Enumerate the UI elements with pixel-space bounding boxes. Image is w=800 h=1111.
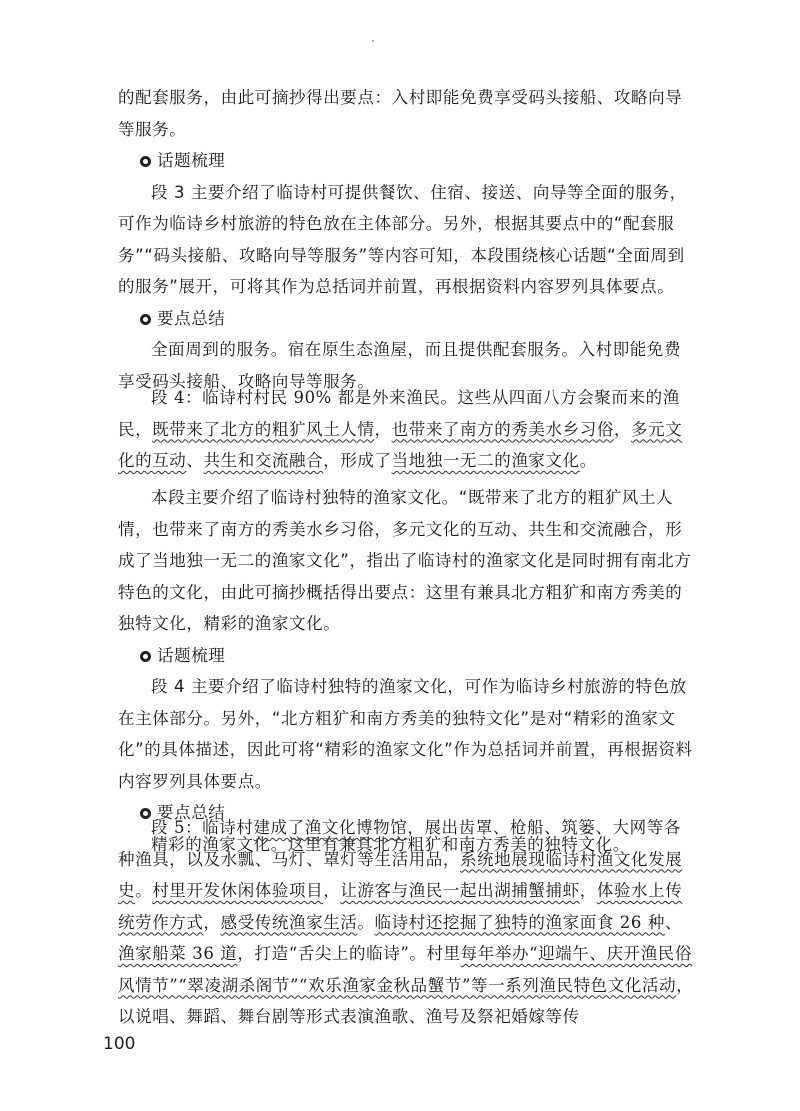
heading-summary: 要点总结 bbox=[118, 303, 698, 335]
paragraph-analysis: 本段主要介绍了临诗村独特的渔家文化。“既带来了北方的粗犷风土人情，也带来了南方的秀美水乡习俗，多元文化的互动、共生和交流融合，形成了当地独一无二的渔家文化”，指出了临诗村的渔家文化是同时拥有南北方特色的文化，由此可摘抄概括得出要点：这里有兼具北方粗犷和南方秀美的独特文化，精彩的渔家文化。 bbox=[118, 488, 692, 633]
paragraph-topic: 段 4 主要介绍了临诗村独特的渔家文化，可作为临诗乡村旅游的特色放在主体部分。另外，“北方粗犷和南方秀美的独特文化”是对“精彩的渔家文化”的具体描述，因此可将“精彩的渔家文化”作为总括词并前置，再根据资料内容罗列具体要点。 bbox=[118, 677, 693, 791]
bullet-icon bbox=[140, 156, 151, 167]
heading-topic: 话题梳理 bbox=[118, 145, 698, 177]
source-paragraph: 段 4：临诗村村民 90% 都是外来渔民。这些从四面八方会聚而来的渔民，既带来了北方的粗犷风土人情，也带来了南方的秀美水乡习俗，多元文化的互动、共生和交流融合，形成了当地独一无二的渔家文化。 bbox=[118, 388, 683, 470]
paragraph-topic: 段 3 主要介绍了临诗村可提供餐饮、住宿、接送、向导等全面的服务，可作为临诗乡村旅游的特色放在主体部分。另外，根据其要点中的“配套服务”“码头接船、攻略向导等服务”等内容可知，本段围绕核心话题“全面周到的服务”展开，可将其作为总括词并前置，再根据资料内容罗列具体要点。 bbox=[118, 182, 687, 296]
paragraph-summary: 精彩的渔家文化。这里有兼具北方粗犷和南方秀美的独特文化。 bbox=[151, 834, 630, 854]
source-duan5 bbox=[118, 812, 698, 1033]
section-duan4-analysis bbox=[118, 482, 698, 860]
section-duan3-analysis bbox=[118, 82, 698, 397]
source-duan4 bbox=[118, 382, 698, 477]
source-paragraph: 段 5：临诗村建成了渔文化博物馆，展出齿罩、枪船、筑篓、大网等各种渔具，以及水瓢、马灯、罩灯等生活用品，系统地展现临诗村渔文化发展史。村里开发休闲体验项目，让游客与渔民一起出湖捕蟹捕虾，体验水上传统劳作方式，感受传统渔家生活。临诗村还挖掘了独特的渔家面食 26 种、渔家船菜 36 道，打造“舌尖上的临诗”。村里每年举办“迎端午、庆开渔民俗风情节”“翠凌湖杀阁节”“欢乐渔家金秋品蟹节”等一系列渔民特色文化活动，以说唱、舞蹈、舞台剧等形式表演渔歌、渔号及祭祀婚嫁等传 bbox=[118, 818, 694, 1026]
bullet-icon bbox=[140, 651, 151, 662]
scan-mark bbox=[372, 40, 374, 42]
page-number: 100 bbox=[103, 1034, 136, 1054]
paragraph-summary: 全面周到的服务。宿在原生态渔屋，而且提供配套服务。入村即能免费享受码头接船、攻略向导等服务。 bbox=[118, 340, 682, 391]
bullet-icon bbox=[140, 314, 151, 325]
heading-summary: 要点总结 bbox=[118, 797, 698, 829]
heading-topic: 话题梳理 bbox=[118, 640, 698, 672]
text-line: 的配套服务，由此可摘抄得出要点：入村即能免费享受码头接船、攻略向导等服务。 bbox=[118, 88, 683, 139]
